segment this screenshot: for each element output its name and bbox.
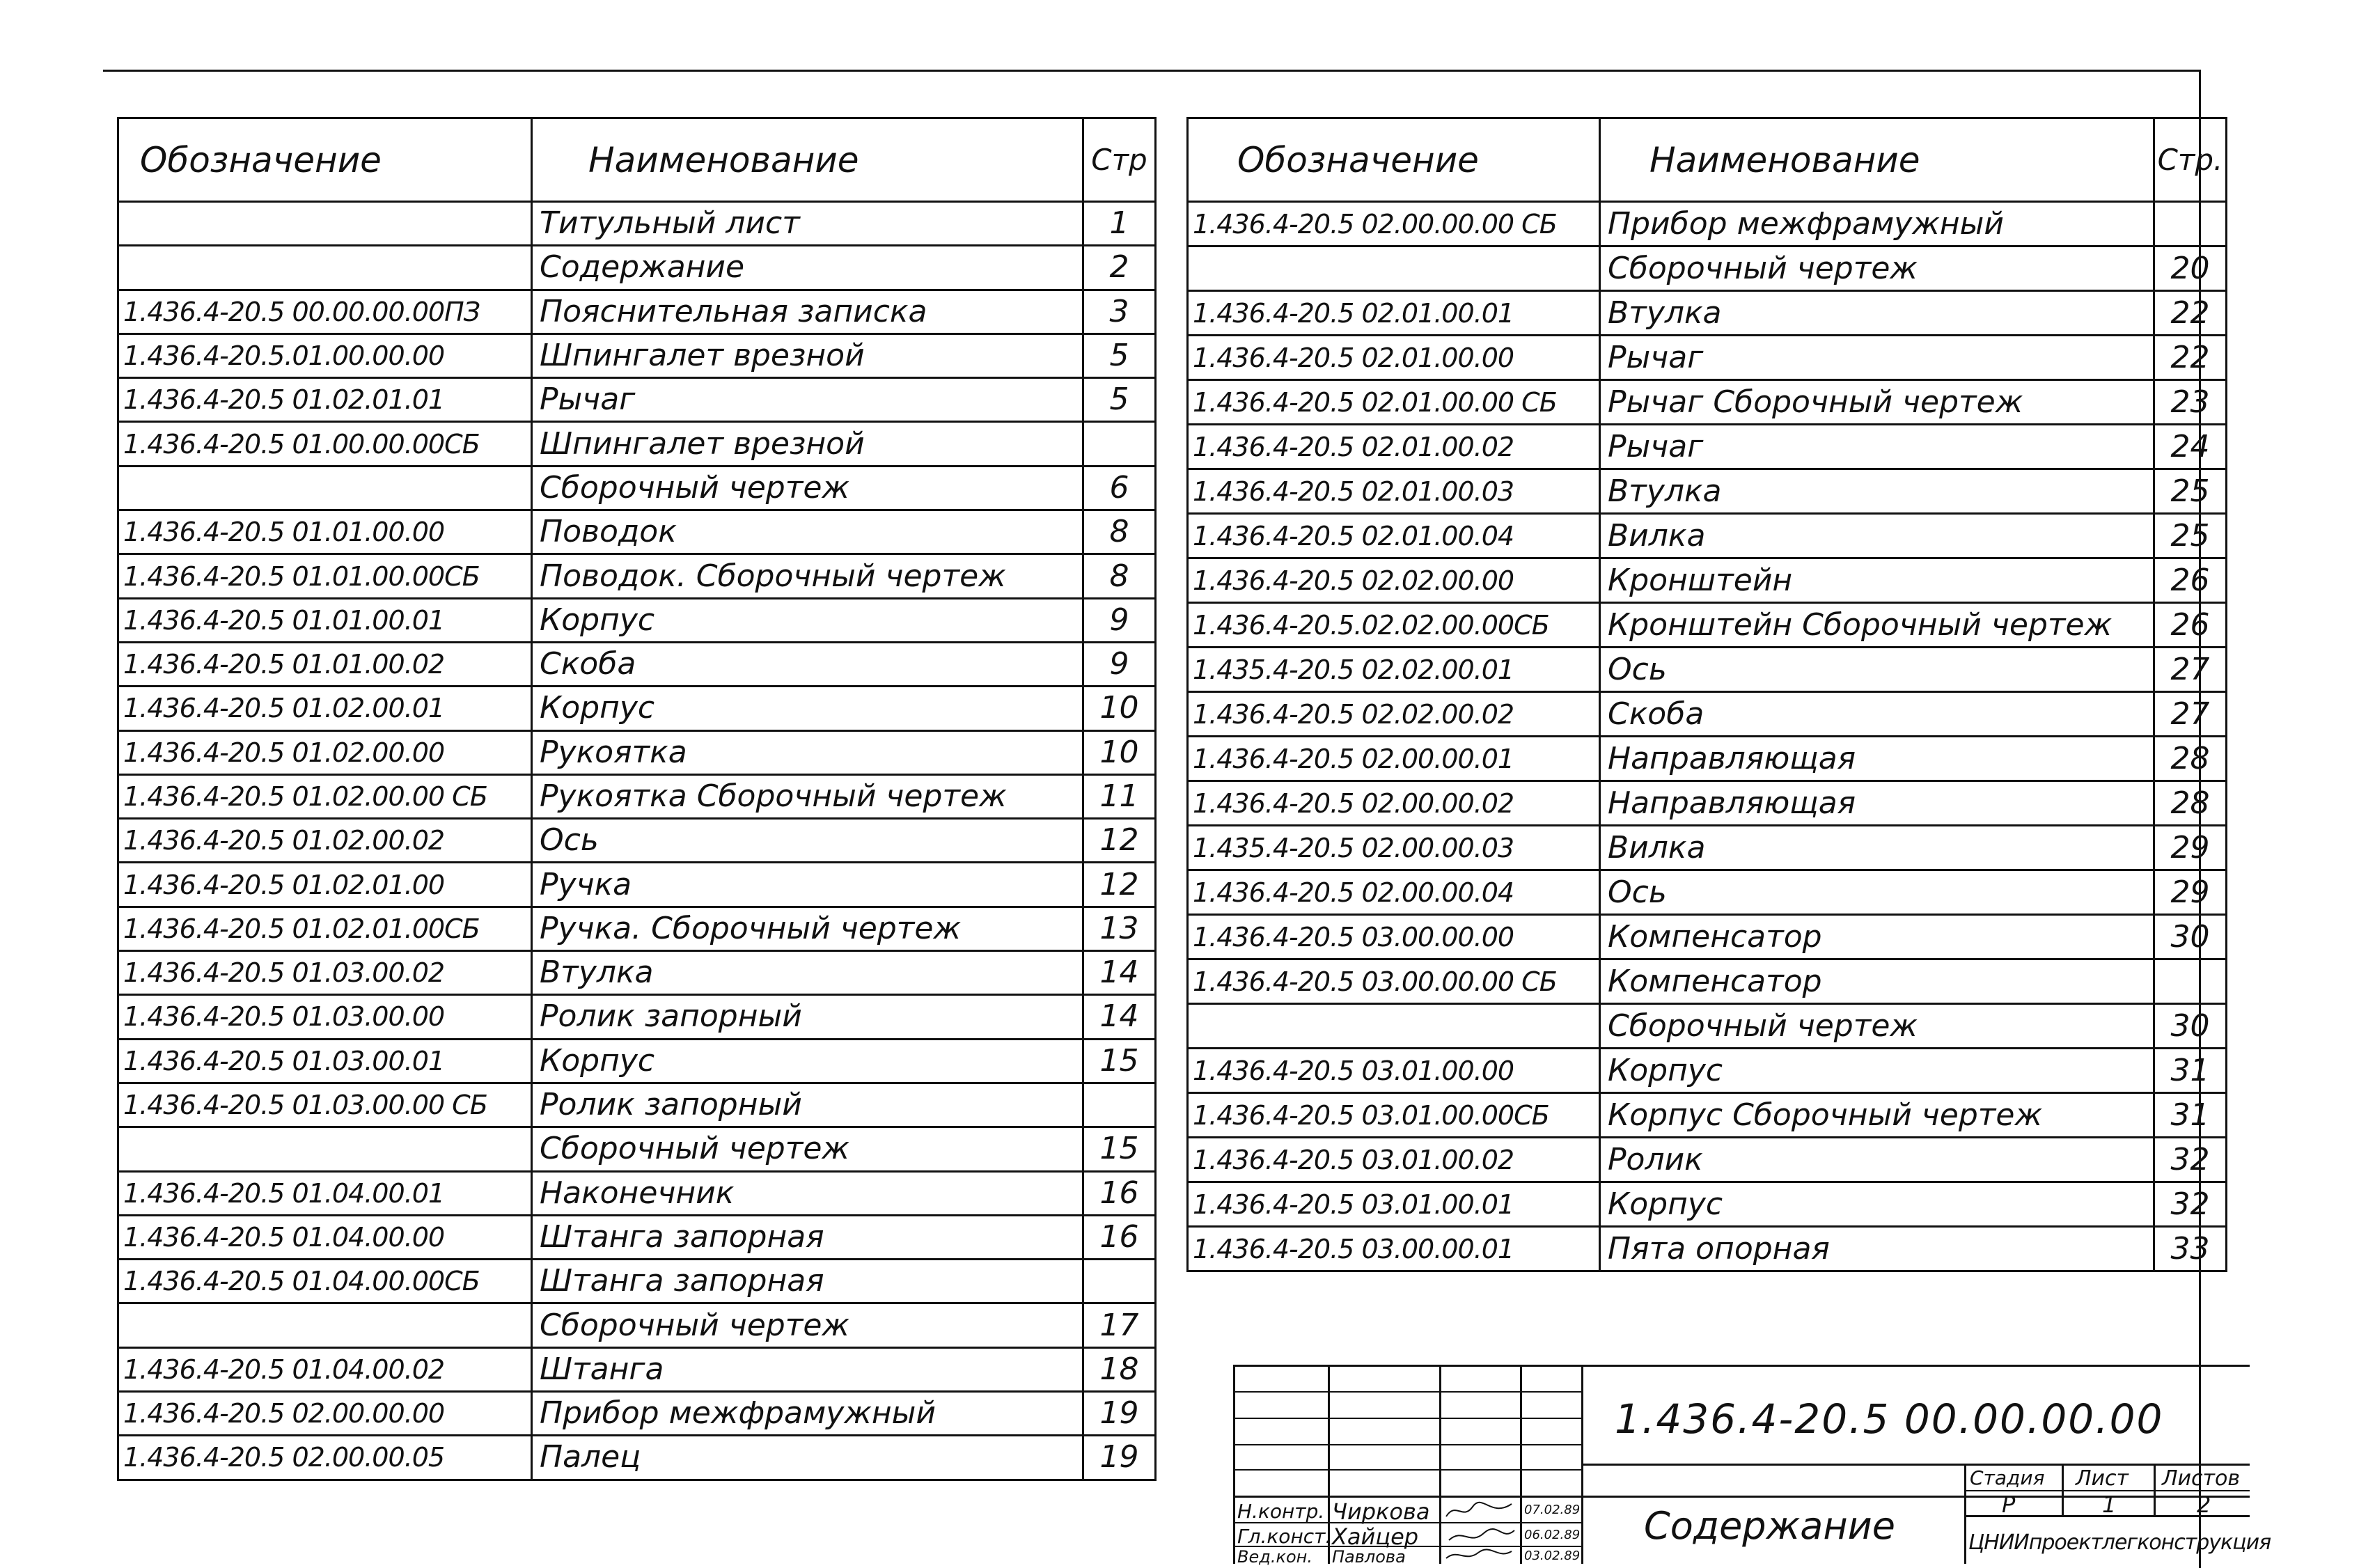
row-page: 10 — [1083, 687, 1156, 730]
row-page — [1083, 422, 1156, 466]
row-designation: 1.436.4-20.5 01.02.00.00 СБ — [118, 774, 532, 818]
row-page: 20 — [2154, 246, 2227, 291]
row-name: Рычаг — [1600, 425, 2154, 469]
table-row — [1188, 826, 2227, 870]
row-page: 5 — [1083, 378, 1156, 422]
row-page: 8 — [1083, 554, 1156, 598]
table-row — [118, 951, 1156, 995]
signature-role: Н.контр. — [1237, 1500, 1325, 1523]
table-row — [1188, 469, 2227, 514]
table-row — [118, 202, 1156, 246]
table-row — [118, 1303, 1156, 1347]
row-name: Кронштейн — [1600, 558, 2154, 603]
row-designation: 1.436.4-20.5 01.01.00.01 — [118, 598, 532, 642]
row-name: Ролик запорный — [532, 995, 1083, 1039]
signature-date: 07.02.89 — [1524, 1503, 1581, 1517]
row-page: 25 — [2154, 469, 2227, 514]
table-row — [1188, 959, 2227, 1004]
row-designation — [118, 466, 532, 510]
row-name: Рычаг — [532, 378, 1083, 422]
row-designation: 1.436.4-20.5 01.02.01.00СБ — [118, 907, 532, 950]
signature-name: Павлова — [1332, 1547, 1406, 1567]
row-page: 13 — [1083, 907, 1156, 950]
table-row — [118, 554, 1156, 598]
row-name: Наконечник — [532, 1171, 1083, 1215]
row-name: Корпус — [1600, 1049, 2154, 1093]
row-page — [2154, 959, 2227, 1004]
table-row — [118, 730, 1156, 774]
sheets-value: 2 — [2197, 1491, 2211, 1518]
row-designation: 1.436.4-20.5 03.00.00.00 СБ — [1188, 959, 1600, 1004]
table-row — [1188, 291, 2227, 336]
row-page: 15 — [1083, 1039, 1156, 1083]
row-name: Скоба — [532, 642, 1083, 686]
table-row — [118, 1392, 1156, 1436]
row-page: 9 — [1083, 598, 1156, 642]
row-page: 10 — [1083, 730, 1156, 774]
table-row — [118, 819, 1156, 863]
row-page: 14 — [1083, 995, 1156, 1039]
table-row — [118, 1347, 1156, 1391]
signature-role: Гл.конст. — [1237, 1525, 1332, 1548]
row-name: Вилка — [1600, 514, 2154, 558]
table-row — [1188, 202, 2227, 246]
row-name: Компенсатор — [1600, 959, 2154, 1004]
row-page: 3 — [1083, 290, 1156, 334]
row-page: 29 — [2154, 826, 2227, 870]
signature-name: Чиркова — [1332, 1498, 1430, 1525]
row-designation: 1.436.4-20.5 01.04.00.01 — [118, 1171, 532, 1215]
table-row — [1188, 737, 2227, 781]
table-row — [118, 687, 1156, 730]
contents-table-left-body — [118, 202, 1156, 1480]
row-name: Пояснительная записка — [532, 290, 1083, 334]
row-name: Прибор межфрамужный — [532, 1392, 1083, 1436]
row-page: 19 — [1083, 1436, 1156, 1480]
row-page — [2154, 202, 2227, 246]
row-designation: 1.436.4-20.5 02.01.00.02 — [1188, 425, 1600, 469]
handwritten-signature — [1442, 1497, 1519, 1564]
row-name: Ось — [1600, 648, 2154, 692]
row-page: 6 — [1083, 466, 1156, 510]
row-name: Ось — [532, 819, 1083, 863]
row-designation: 1.436.4-20.5 01.02.01.00 — [118, 863, 532, 907]
row-name: Поводок. Сборочный чертеж — [532, 554, 1083, 598]
row-name: Вилка — [1600, 826, 2154, 870]
row-name: Штанга запорная — [532, 1215, 1083, 1259]
row-page: 30 — [2154, 1004, 2227, 1049]
row-designation — [1188, 1004, 1600, 1049]
row-page: 26 — [2154, 603, 2227, 648]
row-name: Втулка — [1600, 469, 2154, 514]
row-name: Сборочный чертеж — [532, 1303, 1083, 1347]
row-designation: 1.436.4-20.5 03.00.00.01 — [1188, 1227, 1600, 1271]
table-row — [118, 466, 1156, 510]
row-page: 26 — [2154, 558, 2227, 603]
row-designation: 1.436.4-20.5 02.00.00.04 — [1188, 870, 1600, 915]
row-name: Рычаг — [1600, 336, 2154, 380]
contents-table-right-body — [1188, 202, 2227, 1271]
row-designation — [1188, 246, 1600, 291]
row-page: 9 — [1083, 642, 1156, 686]
row-designation: 1.435.4-20.5 02.02.00.01 — [1188, 648, 1600, 692]
table-row — [1188, 692, 2227, 737]
row-designation — [118, 202, 532, 246]
row-name: Направляющая — [1600, 737, 2154, 781]
row-page: 28 — [2154, 737, 2227, 781]
row-designation: 1.436.4-20.5 03.01.00.00 — [1188, 1049, 1600, 1093]
row-page: 15 — [1083, 1127, 1156, 1171]
row-designation: 1.436.4-20.5 02.02.00.00 — [1188, 558, 1600, 603]
table-row — [118, 246, 1156, 290]
table-row — [1188, 558, 2227, 603]
row-name: Сборочный чертеж — [532, 466, 1083, 510]
row-name: Направляющая — [1600, 781, 2154, 826]
row-name: Втулка — [532, 951, 1083, 995]
table-row — [118, 1083, 1156, 1127]
sheet-title: Содержание — [1644, 1504, 1895, 1548]
row-page: 24 — [2154, 425, 2227, 469]
table-row — [118, 334, 1156, 377]
row-name: Корпус — [1600, 1182, 2154, 1227]
table-row — [1188, 1004, 2227, 1049]
row-designation: 1.436.4-20.5 01.01.00.02 — [118, 642, 532, 686]
row-designation: 1.436.4-20.5 02.00.00.02 — [1188, 781, 1600, 826]
row-designation: 1.436.4-20.5 01.02.00.01 — [118, 687, 532, 730]
row-name: Компенсатор — [1600, 915, 2154, 959]
table-row — [1188, 1049, 2227, 1093]
row-designation: 1.436.4-20.5 03.01.00.02 — [1188, 1138, 1600, 1182]
row-designation: 1.436.4-20.5 00.00.00.00ПЗ — [118, 290, 532, 334]
row-page — [1083, 1083, 1156, 1127]
row-name: Корпус — [532, 1039, 1083, 1083]
row-page: 1 — [1083, 202, 1156, 246]
table-row — [118, 598, 1156, 642]
row-designation: 1.436.4-20.5 03.01.00.01 — [1188, 1182, 1600, 1227]
row-name: Ролик запорный — [532, 1083, 1083, 1127]
row-page: 5 — [1083, 334, 1156, 377]
row-page: 19 — [1083, 1392, 1156, 1436]
row-page: 17 — [1083, 1303, 1156, 1347]
signature-name: Хайцер — [1332, 1523, 1419, 1550]
table-row — [118, 642, 1156, 686]
row-name: Скоба — [1600, 692, 2154, 737]
row-designation: 1.436.4-20.5 03.01.00.00СБ — [1188, 1093, 1600, 1138]
row-name: Корпус — [532, 598, 1083, 642]
row-name: Сборочный чертеж — [1600, 1004, 2154, 1049]
row-page: 11 — [1083, 774, 1156, 818]
table-row — [118, 1260, 1156, 1303]
row-page: 32 — [2154, 1182, 2227, 1227]
row-designation: 1.436.4-20.5 02.01.00.00 СБ — [1188, 380, 1600, 425]
row-designation — [118, 246, 532, 290]
row-name: Прибор межфрамужный — [1600, 202, 2154, 246]
row-designation: 1.436.4-20.5 01.03.00.02 — [118, 951, 532, 995]
row-designation: 1.436.4-20.5 01.02.01.01 — [118, 378, 532, 422]
row-designation: 1.436.4-20.5 01.04.00.02 — [118, 1347, 532, 1391]
row-page: 16 — [1083, 1171, 1156, 1215]
contents-table-right — [1186, 117, 2227, 1272]
row-page: 31 — [2154, 1093, 2227, 1138]
organization: ЦНИИпроектлегконструкция — [1968, 1530, 2271, 1555]
table-row — [1188, 603, 2227, 648]
row-designation: 1.436.4-20.5 01.02.00.00 — [118, 730, 532, 774]
table-row — [118, 290, 1156, 334]
row-designation: 1.436.4-20.5 01.03.00.00 — [118, 995, 532, 1039]
contents-table-left — [117, 117, 1157, 1481]
row-name: Титульный лист — [532, 202, 1083, 246]
row-name: Содержание — [532, 246, 1083, 290]
table-row — [118, 907, 1156, 950]
row-designation — [118, 1127, 532, 1171]
title-block — [1233, 1365, 2271, 1567]
table-row — [118, 1039, 1156, 1083]
table-row — [1188, 1138, 2227, 1182]
row-designation: 1.436.4-20.5 02.01.00.04 — [1188, 514, 1600, 558]
row-name: Рукоятка — [532, 730, 1083, 774]
row-page: 27 — [2154, 648, 2227, 692]
row-designation: 1.436.4-20.5.01.00.00.00 — [118, 334, 532, 377]
table-row — [118, 995, 1156, 1039]
stage-label: Стадия — [1970, 1466, 2045, 1489]
table-row — [1188, 1182, 2227, 1227]
row-designation: 1.436.4-20.5 02.01.00.01 — [1188, 291, 1600, 336]
row-name: Корпус Сборочный чертеж — [1600, 1093, 2154, 1138]
table-row — [118, 1436, 1156, 1480]
table-row — [118, 863, 1156, 907]
row-page: 23 — [2154, 380, 2227, 425]
sheet-value: 1 — [2102, 1491, 2117, 1518]
row-name: Сборочный чертеж — [532, 1127, 1083, 1171]
row-page: 32 — [2154, 1138, 2227, 1182]
stage-value: Р — [2002, 1491, 2016, 1518]
row-name: Рукоятка Сборочный чертеж — [532, 774, 1083, 818]
table-row — [1188, 648, 2227, 692]
row-designation: 1.436.4-20.5.02.02.00.00СБ — [1188, 603, 1600, 648]
row-designation — [118, 1303, 532, 1347]
row-designation: 1.436.4-20.5 02.01.00.00 — [1188, 336, 1600, 380]
row-designation: 1.436.4-20.5 01.02.00.02 — [118, 819, 532, 863]
row-page — [1083, 1260, 1156, 1303]
row-name: Ручка — [532, 863, 1083, 907]
header-designation: Обозначение — [1188, 118, 1600, 202]
row-designation: 1.436.4-20.5 01.00.00.00СБ — [118, 422, 532, 466]
table-row — [118, 422, 1156, 466]
table-row — [1188, 1227, 2227, 1271]
row-name: Ось — [1600, 870, 2154, 915]
table-row — [1188, 870, 2227, 915]
row-designation: 1.436.4-20.5 01.01.00.00 — [118, 510, 532, 554]
row-page: 25 — [2154, 514, 2227, 558]
signature-role: Вед.кон. — [1237, 1547, 1312, 1567]
row-name: Штанга запорная — [532, 1260, 1083, 1303]
row-page: 8 — [1083, 510, 1156, 554]
table-row — [1188, 514, 2227, 558]
row-name: Палец — [532, 1436, 1083, 1480]
header-page: Стр — [1083, 118, 1156, 202]
header-name: Наименование — [532, 118, 1083, 202]
header-page: Стр. — [2154, 118, 2227, 202]
table-row — [118, 1127, 1156, 1171]
row-designation: 1.436.4-20.5 02.00.00.01 — [1188, 737, 1600, 781]
signature-date: 06.02.89 — [1524, 1528, 1581, 1542]
table-row — [1188, 336, 2227, 380]
row-designation: 1.436.4-20.5 02.00.00.00 СБ — [1188, 202, 1600, 246]
row-name: Корпус — [532, 687, 1083, 730]
table-row — [1188, 781, 2227, 826]
table-row — [118, 774, 1156, 818]
row-page: 22 — [2154, 291, 2227, 336]
sheet-label: Лист — [2076, 1466, 2129, 1491]
row-page: 31 — [2154, 1049, 2227, 1093]
row-name: Ролик — [1600, 1138, 2154, 1182]
table-row — [1188, 1093, 2227, 1138]
table-row — [118, 378, 1156, 422]
row-designation: 1.436.4-20.5 03.00.00.00 — [1188, 915, 1600, 959]
row-designation: 1.436.4-20.5 01.04.00.00СБ — [118, 1260, 532, 1303]
row-page: 14 — [1083, 951, 1156, 995]
row-page: 28 — [2154, 781, 2227, 826]
row-designation: 1.435.4-20.5 02.00.00.03 — [1188, 826, 1600, 870]
row-designation: 1.436.4-20.5 02.00.00.05 — [118, 1436, 532, 1480]
row-designation: 1.436.4-20.5 02.01.00.03 — [1188, 469, 1600, 514]
row-name: Сборочный чертеж — [1600, 246, 2154, 291]
row-name: Пята опорная — [1600, 1227, 2154, 1271]
header-designation: Обозначение — [118, 118, 532, 202]
row-page: 30 — [2154, 915, 2227, 959]
row-name: Шпингалет врезной — [532, 334, 1083, 377]
row-name: Ручка. Сборочный чертеж — [532, 907, 1083, 950]
row-page: 27 — [2154, 692, 2227, 737]
sheets-label: Листов — [2162, 1466, 2241, 1491]
table-row — [1188, 246, 2227, 291]
row-name: Поводок — [532, 510, 1083, 554]
row-designation: 1.436.4-20.5 01.04.00.00 — [118, 1215, 532, 1259]
table-row — [118, 510, 1156, 554]
row-page: 22 — [2154, 336, 2227, 380]
table-row — [1188, 425, 2227, 469]
row-designation: 1.436.4-20.5 01.03.00.00 СБ — [118, 1083, 532, 1127]
document-code: 1.436.4-20.5 00.00.00.00 — [1615, 1395, 2164, 1443]
row-name: Штанга — [532, 1347, 1083, 1391]
row-page: 12 — [1083, 863, 1156, 907]
row-name: Втулка — [1600, 291, 2154, 336]
row-page: 12 — [1083, 819, 1156, 863]
row-name: Рычаг Сборочный чертеж — [1600, 380, 2154, 425]
frame-top-line — [103, 70, 2200, 72]
row-designation: 1.436.4-20.5 01.01.00.00СБ — [118, 554, 532, 598]
row-page: 16 — [1083, 1215, 1156, 1259]
table-row — [118, 1215, 1156, 1259]
row-page: 18 — [1083, 1347, 1156, 1391]
row-name: Шпингалет врезной — [532, 422, 1083, 466]
signature-date: 03.02.89 — [1524, 1549, 1581, 1563]
row-name: Кронштейн Сборочный чертеж — [1600, 603, 2154, 648]
table-row — [1188, 915, 2227, 959]
row-page: 33 — [2154, 1227, 2227, 1271]
table-row — [118, 1171, 1156, 1215]
row-designation: 1.436.4-20.5 01.03.00.01 — [118, 1039, 532, 1083]
row-designation: 1.436.4-20.5 02.02.00.02 — [1188, 692, 1600, 737]
row-designation: 1.436.4-20.5 02.00.00.00 — [118, 1392, 532, 1436]
table-row — [1188, 380, 2227, 425]
header-name: Наименование — [1600, 118, 2154, 202]
row-page: 29 — [2154, 870, 2227, 915]
row-page: 2 — [1083, 246, 1156, 290]
